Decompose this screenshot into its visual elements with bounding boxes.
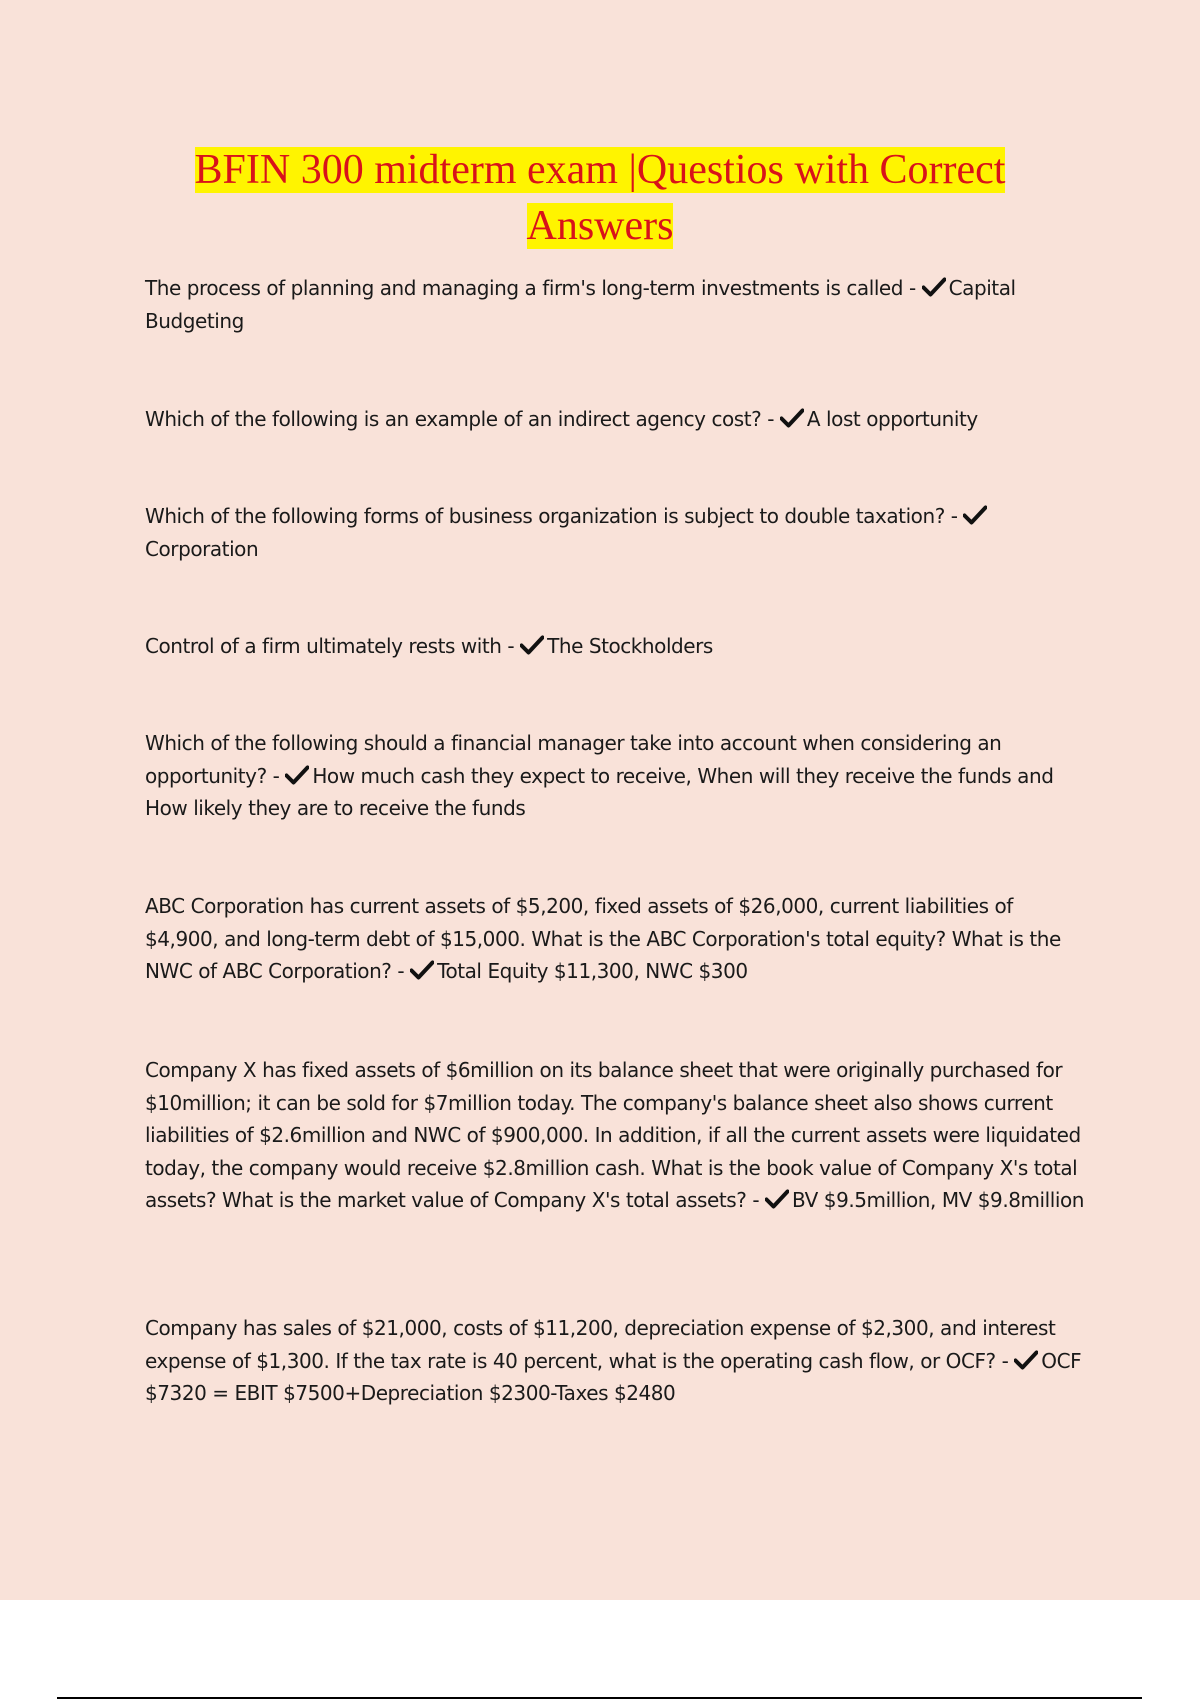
answer-text: A lost opportunity <box>806 407 978 431</box>
question-text: ABC Corporation has current assets of $5,200, fixed assets of $26,000, current liabilities of $4,900, and long-term debt of $15,000. What is the ABC Corporation's total equity? What is the NWC of ABC Corporation? <box>145 894 1061 983</box>
question-text: Company X has fixed assets of $6million on its balance sheet that were originally purchased for $10million; it can be sold for $7million today. The company's balance sheet also shows current liabilities of $2.6million and NWC of $900,000. In addition, if all the current assets were liquidated today, the company would receive $2.8million cash. What is the book value of Company X's total assets? What is the market value of Company X's total assets? <box>145 1058 1081 1212</box>
checkmark-icon <box>765 1189 789 1209</box>
checkmark-icon <box>780 408 804 428</box>
question-text: Which of the following should a financial manager take into account when considering an opportunity? <box>145 731 1002 788</box>
qa-item <box>145 500 1090 565</box>
answer-text: BV $9.5million, MV $9.8million <box>792 1188 1084 1212</box>
footer-divider <box>57 1697 1142 1699</box>
title-line-2: Answers <box>526 203 674 249</box>
answer-text: OCF $7320 = EBIT $7500+Depreciation $2300-Taxes $2480 <box>145 1348 1082 1405</box>
qa-item <box>145 1054 1090 1217</box>
qa-item <box>145 403 1090 436</box>
checkmark-icon <box>285 765 309 785</box>
checkmark-icon <box>963 505 987 525</box>
qa-item <box>145 727 1090 825</box>
question-text: The process of planning and managing a firm's long-term investments is called <box>145 276 904 300</box>
qa-item <box>145 272 1090 337</box>
title-line-1: BFIN 300 midterm exam |Questios with Correct <box>194 147 1006 193</box>
answer-separator: - <box>501 634 521 658</box>
qa-item <box>145 630 1090 663</box>
answer-text: Capital Budgeting <box>145 276 1016 333</box>
question-text: Control of a firm ultimately rests with <box>145 634 502 658</box>
answer-separator: - <box>266 763 286 788</box>
checkmark-icon <box>410 960 434 980</box>
question-text: Which of the following is an example of an indirect agency cost? <box>145 407 762 431</box>
answer-text: Corporation <box>145 536 259 561</box>
checkmark-icon <box>520 635 544 655</box>
answer-separator: - <box>761 407 780 431</box>
qa-item <box>145 890 1090 988</box>
answer-separator: - <box>746 1188 766 1212</box>
question-text: Which of the following forms of business organization is subject to double taxation? <box>145 504 945 528</box>
answer-text: How much cash they expect to receive, When will they receive the funds and How likely they are to receive the funds <box>145 763 1054 820</box>
checkmark-icon <box>922 277 946 297</box>
answer-separator: - <box>391 959 411 983</box>
answer-separator: - <box>995 1348 1015 1373</box>
answer-text: The Stockholders <box>547 634 713 658</box>
page-title <box>100 142 1100 254</box>
answer-separator: - <box>944 504 964 528</box>
answer-separator: - <box>903 276 922 300</box>
question-text: Company has sales of $21,000, costs of $11,200, depreciation expense of $2,300, and interest expense of $1,300. If the tax rate is 40 percent, what is the operating cash flow, or OCF? <box>145 1316 1056 1373</box>
answer-text: Total Equity $11,300, NWC $300 <box>437 959 748 983</box>
checkmark-icon <box>1014 1350 1038 1370</box>
qa-item <box>145 1312 1090 1410</box>
